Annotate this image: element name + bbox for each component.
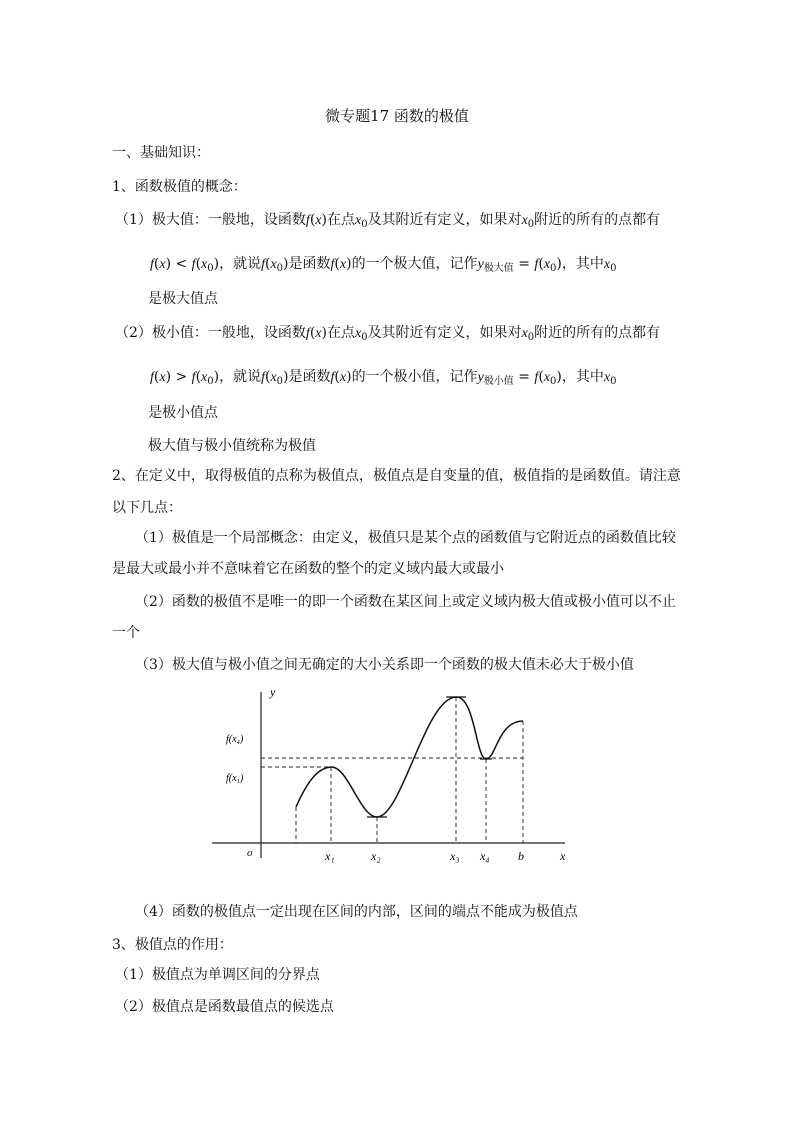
notes-intro-line1: 2、在定义中，取得极值的点称为极值点，极值点是自变量的值，极值指的是函数值。请注意 — [112, 468, 681, 484]
max-definition-line1: （1）极大值：一般地，设函数f(x)在点$x_0$及其附近有定义，如果对$x_0$附近的所有的点都有 — [115, 212, 661, 230]
fx1-label: f(x₁) — [226, 773, 244, 784]
note-3: （3）极大值与极小值之间无确定的大小关系即一个函数的极大值未必大于极小值 — [135, 657, 634, 673]
extremum-summary: 极大值与极小值统称为极值 — [148, 438, 316, 454]
min-definition-line2: $f(x) > f(x_0)$，就说$f(x_0)$是函数f(x)的一个极小值，记作$y_{极小值} = f(x_0)$，其中$x_0$ — [150, 369, 617, 387]
role-2: （2）极值点是函数最值点的候选点 — [115, 999, 334, 1015]
notes-intro-line2: 以下几点： — [112, 500, 182, 516]
section-heading: 一、基础知识： — [112, 145, 210, 161]
note-1-line2: 是最大或最小并不意味着它在函数的整个的定义域内最大或最小 — [112, 561, 504, 577]
fx4-label: f(x₄) — [226, 734, 244, 745]
max-definition-line2: $f(x) < f(x_0)$，就说$f(x_0)$是函数f(x)的一个极大值，记作$y_{极大值} = f(x_0)$，其中$x_0$ — [150, 256, 617, 274]
max-definition-line3: 是极大值点 — [148, 291, 218, 307]
x3-label: x₃ — [450, 849, 460, 863]
note-2-line1: （2）函数的极值不是唯一的即一个函数在某区间上或定义域内极大值或极小值可以不止 — [135, 594, 676, 610]
role-1: （1）极值点为单调区间的分界点 — [115, 967, 320, 983]
b-label: b — [518, 849, 524, 863]
role-heading: 3、极值点的作用： — [112, 937, 233, 953]
function-curve — [296, 697, 523, 817]
x4-label: x₄ — [480, 849, 490, 863]
note-1-line1: （1）极值是一个局部概念：由定义，极值只是某个点的函数值与它附近点的函数值比较 — [135, 530, 676, 546]
x2-label: x₂ — [371, 849, 381, 863]
note-4: （4）函数的极值点一定出现在区间的内部，区间的端点不能成为极值点 — [135, 904, 578, 920]
page-title: 微专题17 函数的极值 — [325, 107, 469, 125]
x-axis-label: x — [560, 849, 566, 863]
origin-label: o — [247, 847, 253, 859]
note-2-line2: 一个 — [112, 625, 140, 641]
x1-label: x₁ — [325, 849, 335, 863]
min-definition-line1: （2）极小值：一般地，设函数f(x)在点$x_0$及其附近有定义，如果对$x_0$附近的所有的点都有 — [115, 325, 661, 343]
extremum-graph — [200, 680, 590, 880]
y-axis-label: y — [270, 685, 276, 699]
min-definition-line3: 是极小值点 — [148, 405, 218, 421]
concept-heading: 1、函数极值的概念： — [112, 179, 247, 195]
